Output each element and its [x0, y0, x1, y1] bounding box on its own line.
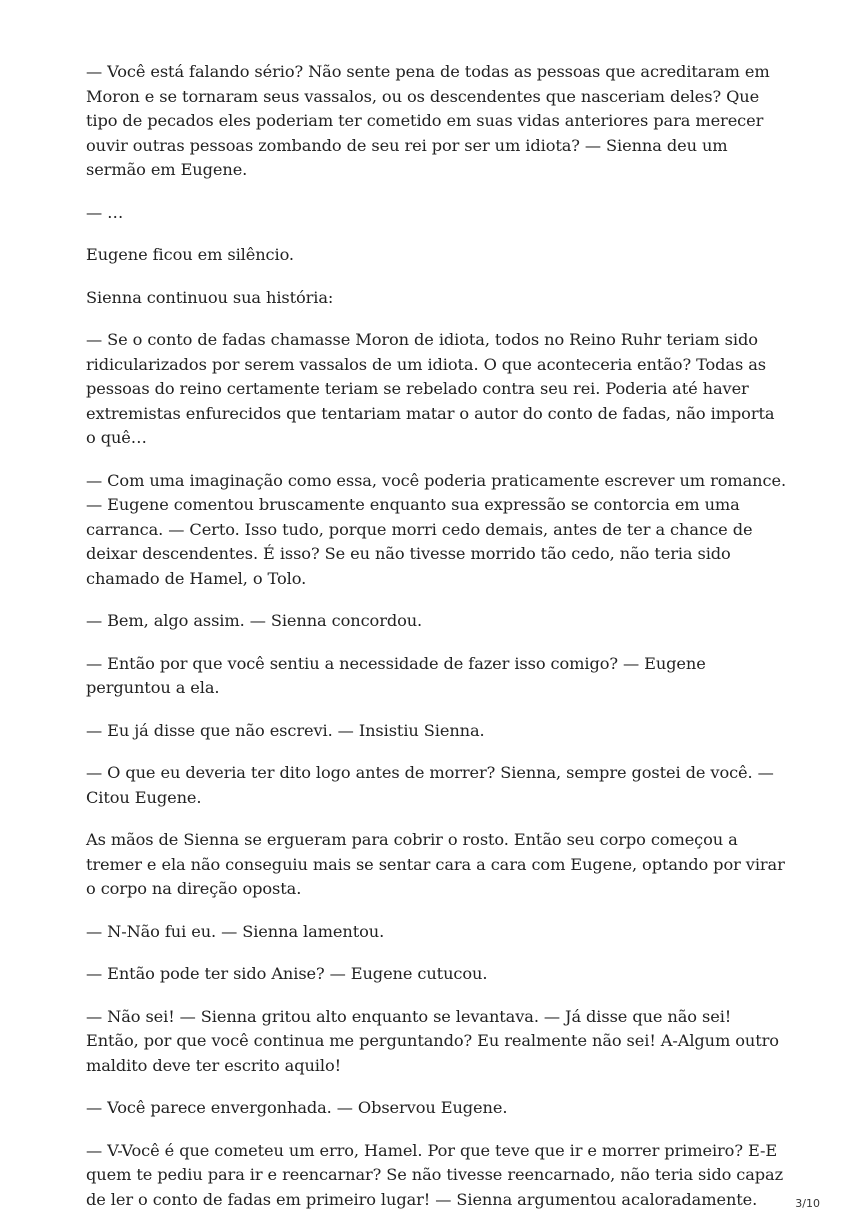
- paragraph: Eugene ficou em silêncio.: [86, 245, 294, 264]
- paragraph: — O que eu deveria ter dito logo antes de morrer? Sienna, sempre gostei de você. — Citou Eugene.: [86, 763, 774, 807]
- paragraph: — …: [86, 202, 124, 222]
- paragraph: — Não sei! — Sienna gritou alto enquanto se levantava. — Já disse que não sei! Então, por que você continua me perguntando? Eu realmente não sei! A-Algum outro maldito deve ter escrito aquilo!: [86, 1006, 779, 1075]
- paragraph: — N-Não fui eu. — Sienna lamentou.: [86, 921, 385, 941]
- paragraph: As mãos de Sienna se ergueram para cobrir o rosto. Então seu corpo começou a tremer e ela não conseguiu mais se sentar cara a cara com Eugene, optando por virar o corpo na direção oposta.: [86, 830, 785, 898]
- paragraph: — Eu já disse que não escrevi. — Insistiu Sienna.: [86, 720, 485, 740]
- paragraph: Sienna continuou sua história:: [86, 287, 334, 307]
- paragraph: — V-Você é que cometeu um erro, Hamel. Por que teve que ir e morrer primeiro? E-E quem te pediu para ir e reencarnar? Se não tivesse reencarnado, não teria sido capaz de ler o conto de fadas em primeiro lugar! — Sienna argumentou acaloradamente.: [86, 1140, 784, 1209]
- page-number: 3/10: [795, 1197, 820, 1210]
- paragraph: — Você parece envergonhada. — Observou Eugene.: [86, 1098, 508, 1117]
- paragraph: — Se o conto de fadas chamasse Moron de idiota, todos no Reino Ruhr teriam sido ridicularizados por serem vassalos de um idiota. O que aconteceria então? Todas as pessoas do reino certamente teriam se rebelado contra seu rei. Poderia até haver extremistas enfurecidos que tentariam matar o autor do conto de fadas, não importa o quê…: [86, 330, 775, 447]
- paragraph: — Você está falando sério? Não sente pena de todas as pessoas que acreditaram em Moron e se tornaram seus vassalos, ou os descendentes que nasceriam deles? Que tipo de pecados eles poderiam ter cometido em suas vidas anteriores para merecer ouvir outras pessoas zombando de seu rei por ser um idiota? — Sienna deu um sermão em Eugene.: [86, 62, 770, 179]
- paragraph: — Bem, algo assim. — Sienna concordou.: [86, 611, 423, 630]
- paragraph: — Então pode ter sido Anise? — Eugene cutucou.: [86, 964, 488, 983]
- document-body: [86, 60, 786, 1230]
- paragraph: — Com uma imaginação como essa, você poderia praticamente escrever um romance. — Eugene comentou bruscamente enquanto sua expressão se contorcia em uma carranca. — Certo. Isso tudo, porque morri cedo demais, antes de ter a chance de deixar descendentes. É isso? Se eu não tivesse morrido tão cedo, não teria sido chamado de Hamel, o Tolo.: [86, 470, 787, 588]
- paragraph: — Então por que você sentiu a necessidade de fazer isso comigo? — Eugene perguntou a ela.: [86, 653, 706, 697]
